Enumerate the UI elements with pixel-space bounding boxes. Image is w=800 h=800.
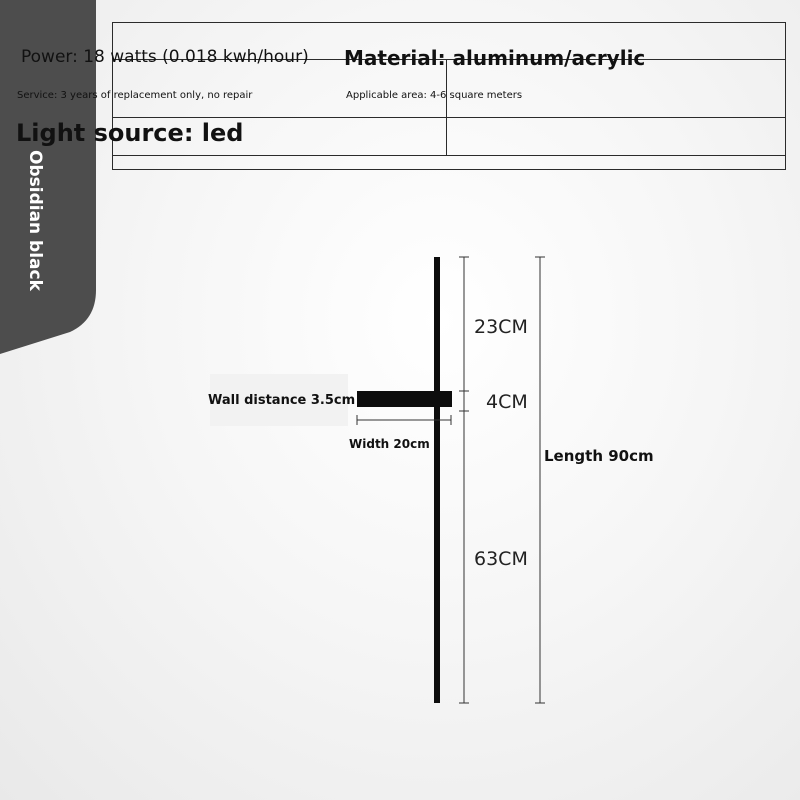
lamp-arm [357,391,452,407]
material-spec: Material: aluminum/acrylic [344,46,646,70]
lamp-bar [434,257,440,703]
length-label: Length 90cm [544,447,654,465]
width-label: Width 20cm [349,437,430,451]
area-spec: Applicable area: 4-6 square meters [346,90,523,101]
segment-mid-label: 4CM [486,391,528,413]
wall-distance-label: Wall distance 3.5cm [208,393,356,408]
power-spec: Power: 18 watts (0.018 kwh/hour) [21,47,309,67]
color-label: Obsidian black [25,150,45,291]
segment-bottom-label: 63CM [474,548,528,570]
light-source-spec: Light source: led [16,119,244,147]
segment-top-label: 23CM [474,316,528,338]
service-spec: Service: 3 years of replacement only, no repair [17,90,253,101]
